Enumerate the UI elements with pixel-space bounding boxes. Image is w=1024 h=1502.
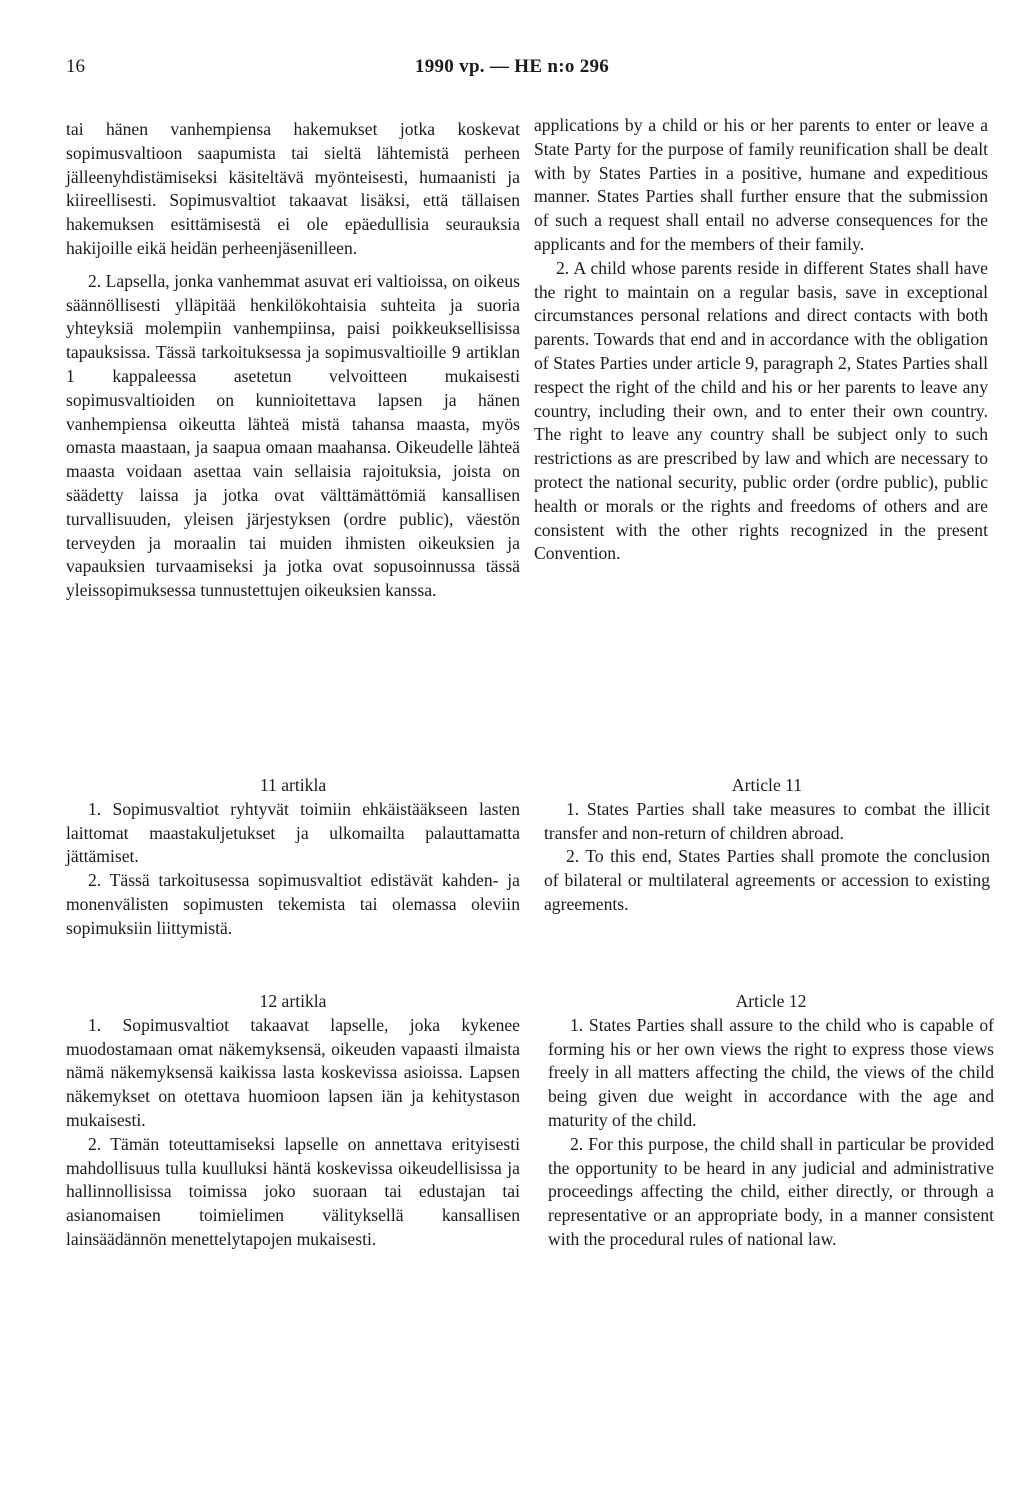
en-paragraph-continuation: applications by a child or his or her parents to enter or leave a State Party for the purpose of family reunification shall be dealt with by States Parties in a positive, humane and expeditious manner. States Parties shall further ensure that the submission of such a request shall entail no adverse consequences for the applicants and for the members of their family. xyxy=(534,115,988,254)
en-article-11-heading: Article 11 xyxy=(731,775,803,795)
english-article-11 xyxy=(544,774,990,917)
running-title: 1990 vp. — HE n:o 296 xyxy=(414,56,610,77)
en-article-12-para-2: 2. For this purpose, the child shall in particular be provided the opportunity to be heard in any judicial and administrative proceedings affecting the child, either directly, or through a representative or an appropriate body, in a manner consistent with the procedural rules of national law. xyxy=(548,1133,994,1249)
finnish-column-top xyxy=(66,118,520,603)
fi-article-11-para-1: 1. Sopimusvaltiot ryhtyvät toimiin ehkäistääkseen lasten laittomat maastakuljetukset ja ulkomailta palauttamatta jättämiset. xyxy=(66,798,520,867)
fi-article-12-para-2: 2. Tämän toteuttamiseksi lapselle on annettava erityisesti mahdollisuus tulla kuulluksi häntä koskevissa oikeudellisissa ja hallinnollisissa toimissa joko suoraan tai edustajan tai asianomaisen toimielimen välityksellä kansallisen lainsäädännön menettelytapojen mukaisesti. xyxy=(66,1133,520,1249)
english-article-12 xyxy=(548,990,994,1252)
fi-paragraph-2: 2. Lapsella, jonka vanhemmat asuvat eri valtioissa, on oikeus säännöllisesti ylläpitää henkilökohtaisia suhteita ja suoria yhteyksiä molempiin vanhempiinsa, paisi poikkeuksellisissa tapauksissa. Tässä tarkoituksessa ja sopimusvaltioille 9 artiklan 1 kappaleessa asetetun velvoitteen mukaisesti sopimusvaltioiden on kunnioitettava lapsen ja hänen vanhempiensa oikeutta lähteä mistä tahansa maasta, myös omasta maastaan, ja saapua omaan maahansa. Oikeudelle lähteä maasta voidaan asettaa vain sellaisia rajoituksia, joista on säädetty laissa ja jotka ovat välttämättömiä kansallisen turvallisuuden, yleisen järjestyksen (ordre public), väestön terveyden ja moraalin tai muiden ihmisten oikeuksien ja vapauksien turvaamiseksi ja jotka ovat sopusoinnussa tässä yleissopimuksessa tunnustettujen oikeuksien kanssa. xyxy=(66,270,520,601)
english-column-top xyxy=(534,114,988,566)
en-paragraph-2: 2. A child whose parents reside in different States shall have the right to maintain on a regular basis, save in exceptional circumstances personal relations and direct contacts with both parents. Towards that end and in accordance with the obligation of States Parties under article 9, paragraph 2, States Parties shall respect the right of the child and his or her parents to leave any country, including their own, and to enter their own country. The right to leave any country shall be subject only to such restrictions as are prescribed by law and which are necessary to protect the national security, public order (ordre public), public health or morals or the rights and freedoms of others and are consistent with the other rights recognized in the present Convention. xyxy=(534,257,988,564)
fi-article-11-heading: 11 artikla xyxy=(259,775,327,795)
page-number: 16 xyxy=(66,56,85,77)
en-article-12-para-1: 1. States Parties shall assure to the child who is capable of forming his or her own views the right to express those views freely in all matters affecting the child, the views of the child being given due weight in accordance with the age and maturity of the child. xyxy=(548,1014,994,1130)
fi-article-11-para-2: 2. Tässä tarkoitusessa sopimusvaltiot edistävät kahden- ja monenvälisten sopimusten tekemista tai olemassa oleviin sopimuksiin liittymistä. xyxy=(66,870,520,938)
fi-article-12-para-1: 1. Sopimusvaltiot takaavat lapselle, joka kykenee muodostamaan omat näkemyksensä, oikeuden vapaasti ilmaista nämä näkemyksensä kaikissa lasta koskevissa asioissa. Lapsen näkemykset on otettava huomioon lapsen iän ja kehitystason mukaisesti. xyxy=(66,1014,520,1130)
en-article-12-heading: Article 12 xyxy=(735,991,807,1011)
en-article-11-para-1: 1. States Parties shall take measures to combat the illicit transfer and non-return of children abroad. xyxy=(544,798,990,843)
finnish-article-11 xyxy=(66,774,520,941)
en-article-11-para-2: 2. To this end, States Parties shall promote the conclusion of bilateral or multilateral agreements or accession to existing agreements. xyxy=(544,846,990,914)
fi-paragraph-continuation: tai hänen vanhempiensa hakemukset jotka koskevat sopimusvaltioon saapumista tai sieltä lähtemistä perheen jälleenyhdistämiseksi käsiteltävä myönteisesti, humaanisti ja kiireellisesti. Sopimusvaltiot takaavat lisäksi, että tällaisen hakemuksen esittämisestä ei ole epäedullisia seurauksia hakijoille eikä heidän perheenjäsenilleen. xyxy=(66,119,520,258)
fi-article-12-heading: 12 artikla xyxy=(259,991,327,1011)
page-header xyxy=(0,56,1024,88)
finnish-article-12 xyxy=(66,990,520,1252)
